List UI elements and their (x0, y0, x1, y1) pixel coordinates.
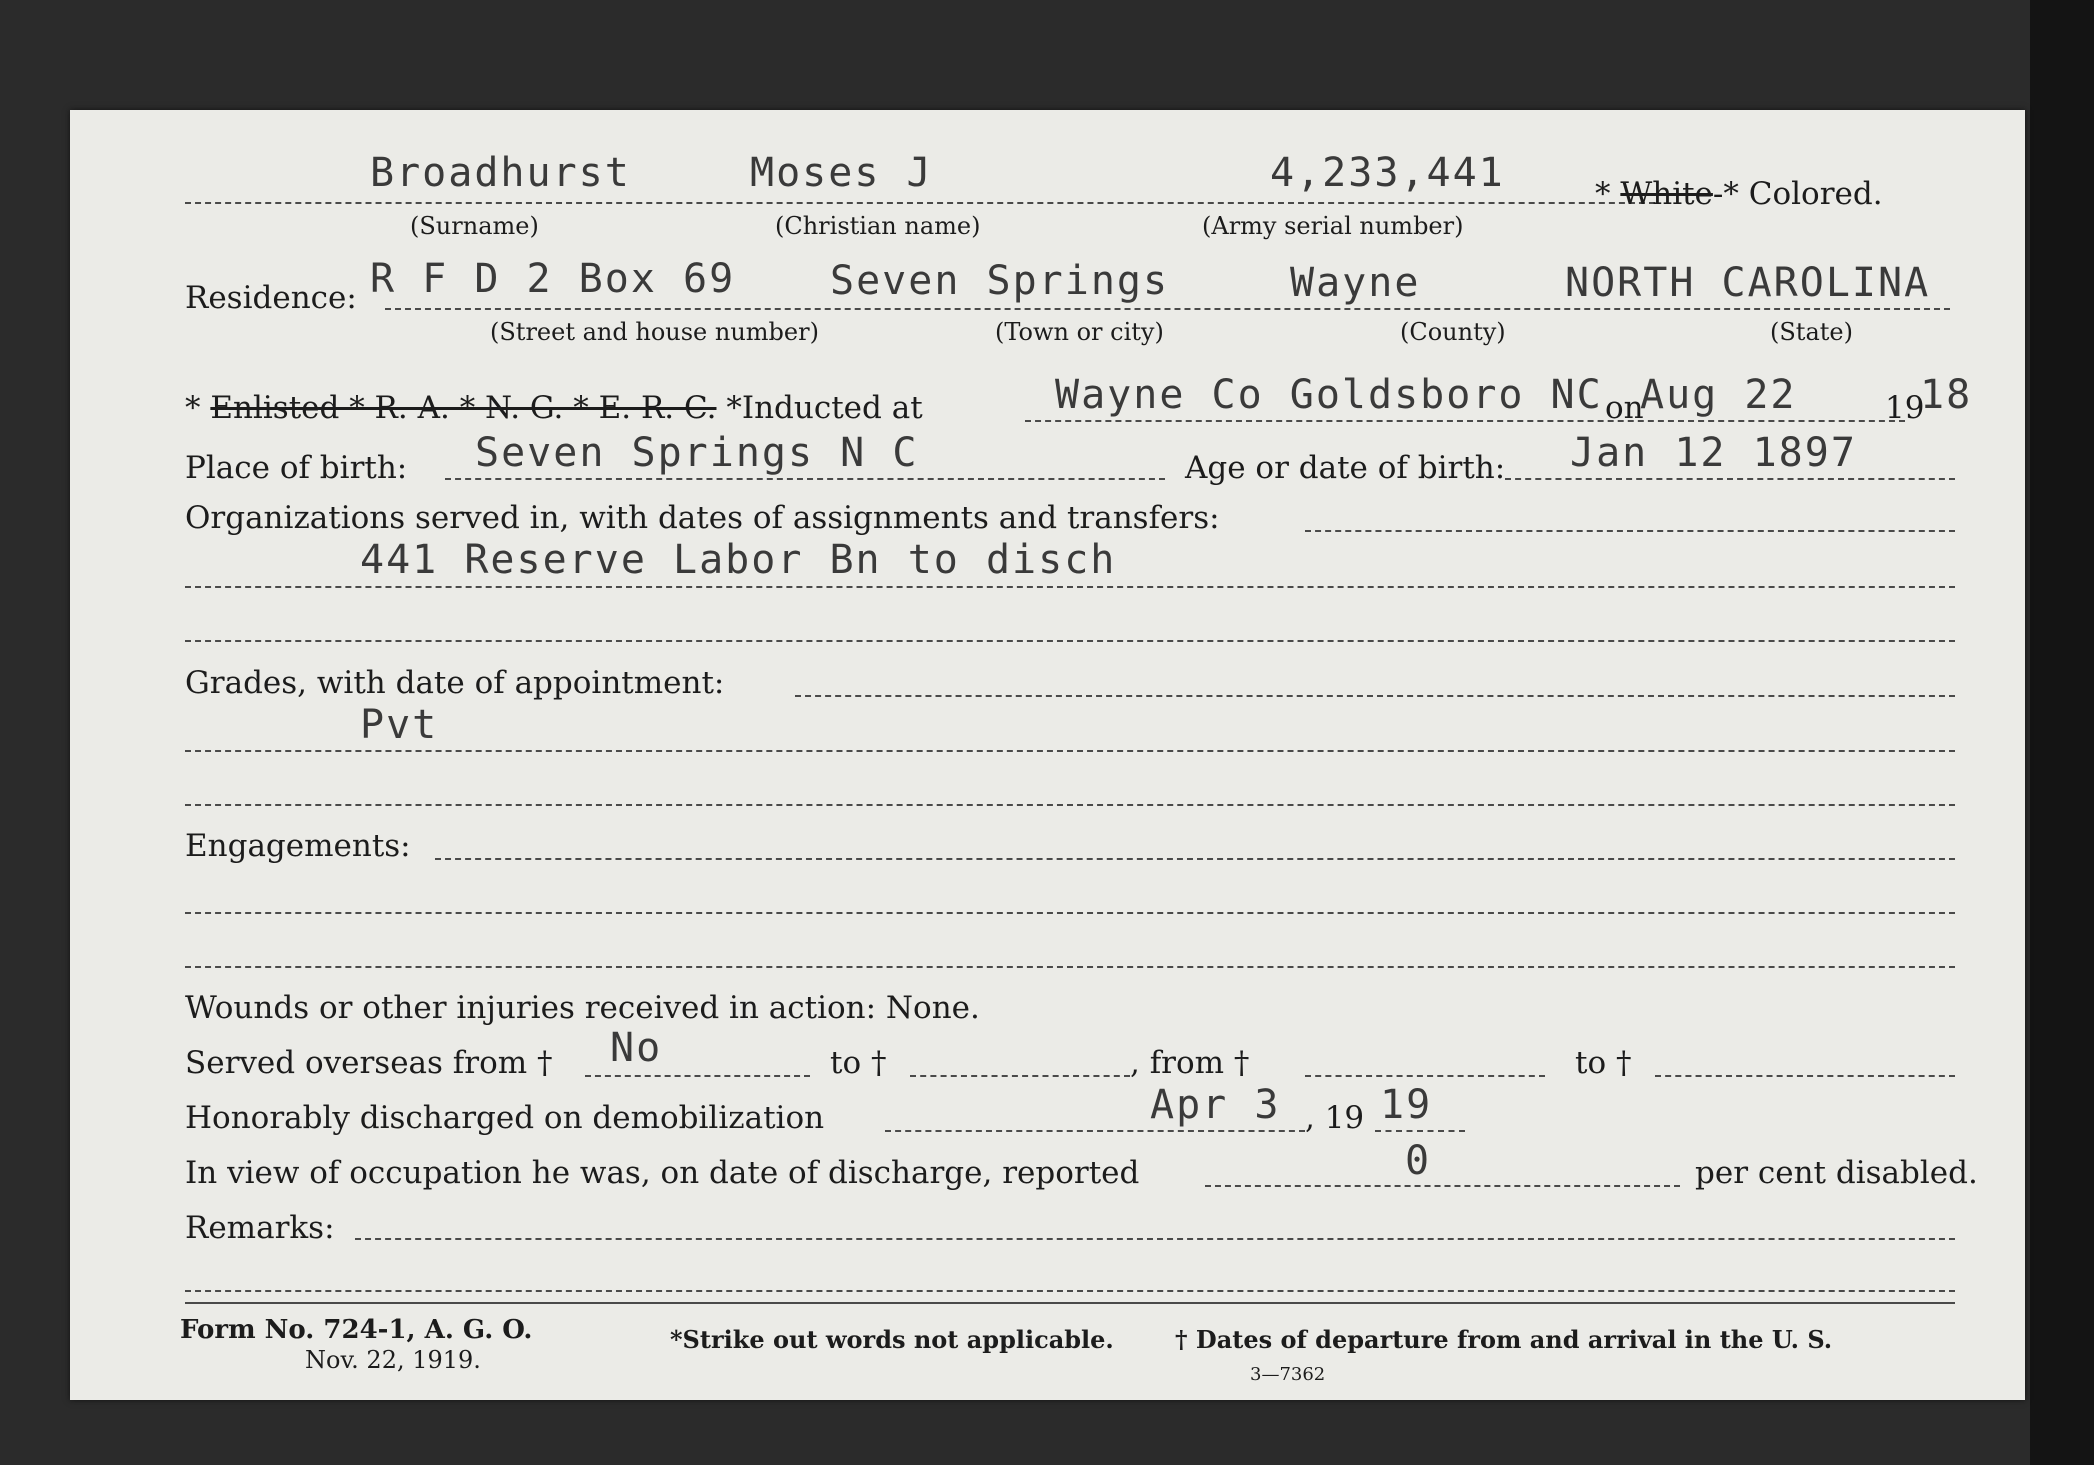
street-caption: (Street and house number) (490, 318, 819, 346)
birth-date-value: Jan 12 1897 (1570, 430, 1857, 476)
disability-line (1205, 1185, 1680, 1187)
surname-value: Broadhurst (370, 150, 631, 196)
overseas-to2-line (1655, 1075, 1955, 1077)
grades-line-2 (185, 804, 1955, 806)
organizations-label: Organizations served in, with dates of assignments and transfers: (185, 500, 1220, 536)
residence-line (385, 308, 1950, 310)
disability-label: In view of occupation he was, on date of discharge, reported (185, 1155, 1140, 1191)
header-line (185, 202, 1655, 204)
race-field: * White-* Colored. (1595, 176, 1883, 212)
grades-line-0 (795, 695, 1955, 697)
race-white: White (1620, 176, 1713, 212)
organizations-line-0 (1305, 530, 1955, 532)
scanner-edge (2030, 0, 2094, 1465)
remarks-double-rule (185, 1302, 1955, 1304)
grades-value: Pvt (360, 702, 439, 748)
disability-suffix: per cent disabled. (1695, 1155, 1978, 1191)
discharge-date: Apr 3 (1150, 1082, 1281, 1128)
residence-street: R F D 2 Box 69 (370, 256, 736, 302)
discharge-label: Honorably discharged on demobilization (185, 1100, 825, 1136)
overseas-from-value: No (610, 1025, 663, 1071)
engagements-label: Engagements: (185, 828, 411, 864)
grades-line-1 (185, 750, 1955, 752)
inducted-label: *Inducted at (726, 390, 923, 426)
discharge-year-line (1375, 1130, 1465, 1132)
town-caption: (Town or city) (995, 318, 1164, 346)
enlistment-options: * Enlisted * R. A. * N. G. * E. R. C. *Inducted at (185, 390, 923, 426)
birth-place-line (445, 478, 1165, 480)
form-number: Form No. 724-1, A. G. O. (180, 1315, 533, 1345)
county-caption: (County) (1400, 318, 1506, 346)
service-record-card (70, 110, 2025, 1400)
serial-number-caption: (Army serial number) (1202, 212, 1464, 240)
overseas-from-line (585, 1075, 810, 1077)
overseas-from-label: Served overseas from (185, 1045, 528, 1081)
residence-state: NORTH CAROLINA (1565, 260, 1931, 306)
induction-on-label: on (1605, 390, 1644, 426)
race-colored: Colored. (1748, 176, 1883, 212)
residence-county: Wayne (1290, 260, 1421, 306)
induction-year-prefix: 19 (1885, 390, 1925, 426)
wounds-text: Wounds or other injuries received in action: None. (185, 990, 980, 1026)
engagements-line-2 (185, 966, 1955, 968)
christian-name-value: Moses J (750, 150, 933, 196)
overseas-to-label: to † (830, 1045, 887, 1081)
overseas-from2-line (1305, 1075, 1545, 1077)
dates-note: † Dates of departure from and arrival in the U. S. (1175, 1325, 1833, 1354)
christian-name-caption: (Christian name) (775, 212, 981, 240)
induction-year-suffix: 18 (1920, 372, 1973, 418)
residence-town: Seven Springs (830, 258, 1170, 304)
birth-date-label: Age or date of birth: (1185, 450, 1506, 486)
overseas-dagger-2: † (870, 1045, 887, 1081)
organizations-line-2 (185, 640, 1955, 642)
strike-note: *Strike out words not applicable. (670, 1325, 1114, 1354)
birth-place-value: Seven Springs N C (475, 430, 919, 476)
overseas-label (185, 1045, 553, 1081)
overseas-from2-label: , from † (1130, 1045, 1250, 1081)
surname-caption: (Surname) (410, 212, 539, 240)
form-date: Nov. 22, 1919. (305, 1346, 481, 1374)
overseas-dagger-4: † (1615, 1045, 1632, 1081)
engagements-line-1 (185, 912, 1955, 914)
discharge-year-prefix: , 19 (1305, 1100, 1365, 1136)
remarks-line-1 (185, 1290, 1955, 1292)
overseas-to2-label: to † (1575, 1045, 1632, 1081)
serial-number-value: 4,233,441 (1270, 150, 1505, 196)
struck-options: Enlisted * R. A. * N. G. * E. R. C. (210, 390, 717, 426)
birth-date-line (1505, 478, 1955, 480)
grades-label: Grades, with date of appointment: (185, 665, 725, 701)
overseas-dagger-1: † (537, 1045, 553, 1081)
disability-value: 0 (1405, 1138, 1432, 1184)
organizations-line-1 (185, 586, 1955, 588)
overseas-dagger-3: † (1233, 1045, 1250, 1081)
remarks-line-0 (355, 1238, 1955, 1240)
state-caption: (State) (1770, 318, 1853, 346)
residence-label: Residence: (185, 280, 357, 316)
organizations-value: 441 Reserve Labor Bn to disch (360, 537, 1117, 583)
overseas-to-line (910, 1075, 1130, 1077)
remarks-label: Remarks: (185, 1210, 335, 1246)
discharge-line (885, 1130, 1305, 1132)
induction-place: Wayne Co Goldsboro NC (1055, 372, 1603, 418)
engagements-line-0 (435, 858, 1955, 860)
induction-line (1025, 420, 1905, 422)
birth-place-label: Place of birth: (185, 450, 408, 486)
print-code: 3—7362 (1250, 1364, 1326, 1385)
discharge-year-suffix: 19 (1380, 1082, 1433, 1128)
induction-date: Aug 22 (1640, 372, 1797, 418)
